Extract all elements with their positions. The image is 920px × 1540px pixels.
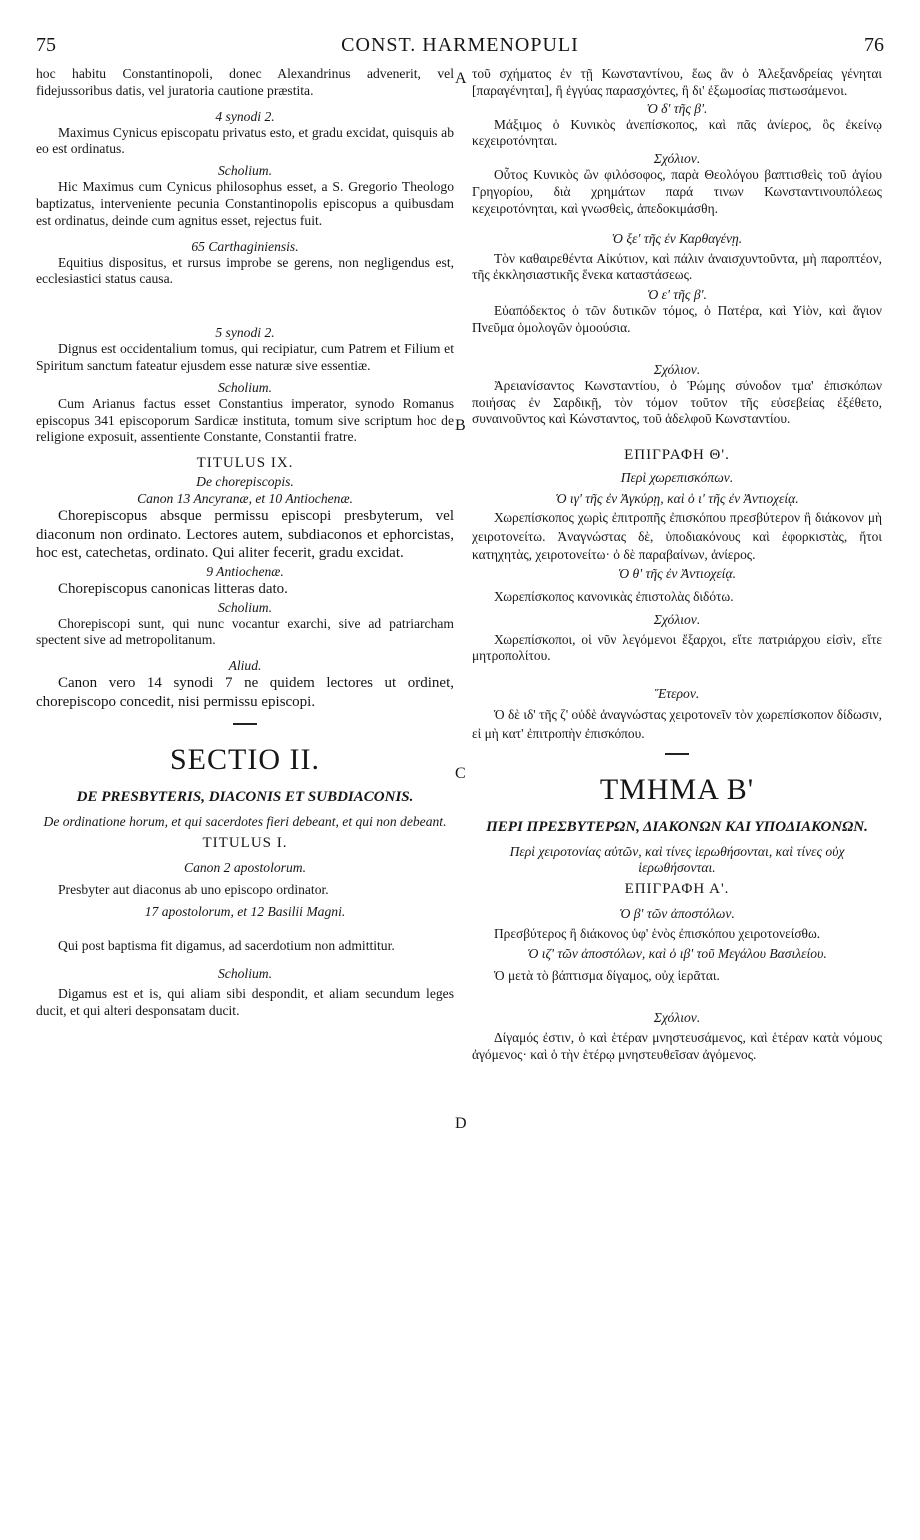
greek-paragraph: Χωρεπίσκοπος κανονικὰς ἐπιστολὰς διδότω. (494, 588, 734, 604)
latin-paragraph: Chorepiscopi sunt, qui nunc vocantur exarchi, sive ad patriarcham spectent sive ad metropolitanum. (36, 615, 454, 648)
latin-scholium-heading: Scholium. (218, 599, 272, 615)
latin-titulus-heading: TITULUS I. (202, 835, 288, 852)
section-rule (233, 723, 257, 725)
greek-heteron-heading: Ἕτερον. (654, 686, 700, 702)
greek-canon-heading: Ὁ ιζ' τῶν ἀποστόλων, καὶ ὁ ιβ' τοῦ Μεγάλου Βασιλείου. (527, 946, 827, 962)
greek-scholium-heading: Σχόλιον. (653, 151, 701, 167)
latin-canon-heading: 17 apostolorum, et 12 Basilii Magni. (144, 904, 346, 920)
latin-paragraph: Chorepiscopus canonicas litteras dato. (58, 580, 288, 597)
section-rule (665, 753, 689, 755)
latin-canon-heading: 65 Carthaginiensis. (191, 238, 299, 254)
latin-canon-heading: Canon 13 Ancyranæ, et 10 Antiochenæ. (137, 491, 353, 507)
latin-paragraph: Maximus Cynicus episcopatu privatus esto, et gradu excidat, quisquis ab eo est ordinatus. (36, 124, 454, 157)
latin-paragraph: hoc habitu Constantinopoli, donec Alexandrinus advenerit, vel fidejussoribus datis, vel juratoria cautione præstita. (36, 66, 454, 98)
latin-section-subject: DE PRESBYTERIS, DIACONIS ET SUBDIACONIS. (76, 789, 414, 806)
latin-canon-heading: 9 Antiochenæ. (206, 563, 284, 579)
latin-aliud-heading: Aliud. (228, 658, 262, 674)
greek-section-subject: ΠΕΡΙ ΠΡΕΣΒΥΤΕΡΩΝ, ΔΙΑΚΟΝΩΝ ΚΑΙ ΥΠΟΔΙΑΚΟΝΩΝ. (486, 819, 868, 836)
greek-paragraph: Χωρεπίσκοπος χωρὶς ἐπιτροπῆς ἐπισκόπου πρεσβύτερον ἢ διάκονον μὴ χειροτονείτω. Ἀναγνώστας δὲ, ὑποδιακόνους καὶ ἐφορκιστὰς, ἤτοι κατηχητὰς, χειροτονείτω· ὁ δὲ παραβαίνων, ἀνίερος. (472, 510, 882, 563)
greek-epigraphe-heading: ΕΠΙΓΡΑΦΗ Θ'. (624, 447, 730, 464)
greek-paragraph: Δίγαμός ἐστιν, ὁ καὶ ἑτέραν μνηστευσάμενος, καὶ ἑτέραν κατὰ νόμους ἀγόμενος· καὶ ὁ τὴν ἑτέρῳ μνηστευθεῖσαν ἀγόμενος. (472, 1029, 882, 1062)
greek-section-description: Περὶ χειροτονίας αὐτῶν, καὶ τίνες ἱερωθήσονται, καὶ τίνες οὐχ ἱερωθήσονται. (509, 844, 845, 876)
greek-section-title: ΤΜΗΜΑ Β' (599, 773, 755, 807)
latin-paragraph: Cum Arianus factus esset Constantius imperator, synodo Romanus episcopus 341 episcoporum Sardicæ instituta, tomum sive scriptum hoc de religione exposuit, assentiente Constante, Constantii fratre. (36, 395, 454, 445)
latin-paragraph: Dignus est occidentalium tomus, qui recipiatur, cum Patrem et Filium et Spiritum sanctum fateatur ejusdem esse naturæ sive essentiæ. (36, 341, 454, 373)
greek-canon-heading: Ὁ δ' τῆς β'. (646, 100, 708, 116)
greek-paragraph: Οὗτος Κυνικὸς ὢν φιλόσοφος, παρὰ Θεολόγου βαπτισθεὶς τοῦ ἁγίου Γρηγορίου, διὰ χρημάτων παρά τινων Κωνσταντινουπόλεως κεχειροτόνηται, καὶ γνωσθεὶς, ἀπεδοκιμάσθη. (472, 167, 882, 216)
page-number-right: 76 (864, 34, 884, 56)
latin-scholium-heading: Scholium. (218, 379, 272, 395)
greek-paragraph: Τὸν καθαιρεθέντα Αἰκύτιον, καὶ πάλιν ἀναισχυντοῦντα, μὴ παροπτέον, τῆς ἐκκλησιαστικῆς ἕνεκα καταστάσεως. (472, 250, 882, 283)
latin-paragraph: Chorepiscopus absque permissu episcopi presbyterum, vel diaconum non ordinato. Lectores autem, subdiaconos et ephorcistas, hoc est, catechetas, ordinato. Qui aliter fecerit, gradu excidat. (36, 508, 454, 562)
greek-paragraph: Ὁ μετὰ τὸ βάπτισμα δίγαμος, οὐχ ἱερᾶται. (494, 968, 720, 984)
margin-marker-d: D (455, 1115, 467, 1132)
greek-canon-heading: Ὁ θ' τῆς ἐν Ἀντιοχείᾳ. (618, 565, 736, 581)
greek-canon-heading: Ὁ β' τῶν ἀποστόλων. (619, 906, 735, 922)
latin-section-description: De ordinatione horum, et qui sacerdotes fieri debeant, et qui non debeant. (43, 814, 447, 830)
greek-paragraph: Μάξιμος ὁ Κυνικὸς ἀνεπίσκοπος, καὶ πᾶς ἀνίερος, ὃς ἐκείνῳ κεχειροτόνηται. (472, 116, 882, 149)
latin-column (36, 66, 454, 1020)
latin-paragraph: Qui post baptisma fit digamus, ad sacerdotium non admittitur. (58, 938, 395, 954)
latin-scholium-heading: Scholium. (218, 965, 272, 981)
latin-canon-heading: 4 synodi 2. (215, 108, 275, 124)
latin-paragraph: Presbyter aut diaconus ab uno episcopo ordinator. (58, 882, 329, 898)
page-header (36, 34, 884, 58)
greek-canon-heading: Ὁ ιγ' τῆς ἐν Ἀγκύρῃ, καὶ ὁ ι' τῆς ἐν Ἀντιοχείᾳ. (555, 491, 799, 507)
page-number-left: 75 (36, 34, 56, 56)
greek-paragraph: Εὐαπόδεκτος ὁ τῶν δυτικῶν τόμος, ὁ Πατέρα, καὶ Υἱὸν, καὶ ἅγιον Πνεῦμα ὁμολογῶν ὁμοούσια. (472, 303, 882, 335)
greek-paragraph: τοῦ σχήματος ἐν τῇ Κωνσταντίνου, ἕως ἂν ὁ Ἀλεξανδρείας γένηται [παραγένηται], ἢ ἐγγύας παρασχόντες, ἢ δι' ἐξωμοσίας πιστωσάμενοι. (472, 66, 882, 98)
greek-scholium-heading: Σχόλιον. (653, 361, 701, 377)
greek-paragraph: Ἀρειανίσαντος Κωνσταντίου, ὁ Ῥώμης σύνοδον τμα' ἐπισκόπων ποιήσας ἐν Σαρδικῇ, τὸν τόμον τοῦτον τῆς εὐσεβείας ἐξέθετο, συναινοῦντος καὶ Κώνσταντος, τοῦ ἀδελφοῦ Κωνσταντίου. (472, 377, 882, 427)
greek-canon-heading: Ὁ ξε' τῆς ἐν Καρθαγένῃ. (611, 230, 743, 246)
greek-scholium-heading: Σχόλιον. (653, 1009, 701, 1025)
greek-paragraph: Χωρεπίσκοποι, οἱ νῦν λεγόμενοι ἔξαρχοι, εἴτε πατριάρχου εἰσὶν, εἴτε μητροπολίτου. (472, 631, 882, 664)
running-title: CONST. HARMENOPULI (341, 34, 579, 56)
latin-titulus-subject: De chorepiscopis. (196, 474, 294, 490)
latin-paragraph: Equitius dispositus, et rursus improbe se gerens, non negligendus est, ecclesiastici status causa. (36, 254, 454, 287)
greek-epigraphe-subject: Περὶ χωρεπισκόπων. (620, 470, 734, 486)
latin-paragraph: Hic Maximus cum Cynicus philosophus esset, a S. Gregorio Theologo baptizatus, interveniente pecunia Constantinopolis episcopus a quibusdam est ordinatus, deinde cum agnitus esset, rejectus fuit. (36, 179, 454, 228)
greek-paragraph: Ὁ δὲ ιδ' τῆς ζ' οὐδὲ ἀναγνώστας χειροτονεῖν τὸν χωρεπίσκοπον δίδωσιν, εἰ μὴ κατ' ἐπιτροπὴν ἐπισκόπου. (472, 707, 882, 741)
greek-scholium-heading: Σχόλιον. (653, 611, 701, 627)
greek-column (472, 66, 882, 1064)
latin-paragraph: Digamus est et is, qui aliam sibi despondit, et aliam secundum leges ducit, et qui alteri desponsatam ducit. (36, 985, 454, 1018)
latin-titulus-heading: TITULUS IX. (196, 455, 294, 472)
margin-marker-a: A (455, 70, 467, 87)
latin-scholium-heading: Scholium. (218, 163, 272, 179)
latin-canon-heading: Canon 2 apostolorum. (184, 860, 306, 876)
greek-canon-heading: Ὁ ε' τῆς β'. (647, 287, 707, 303)
latin-section-title: SECTIO II. (170, 743, 320, 777)
greek-epigraphe-heading: ΕΠΙΓΡΑΦΗ Α'. (624, 881, 730, 898)
margin-marker-c: C (455, 765, 466, 782)
margin-marker-b: B (455, 417, 466, 434)
latin-paragraph: Canon vero 14 synodi 7 ne quidem lectores ut ordinet, chorepiscopo concedit, nisi permissu episcopi. (36, 675, 454, 710)
greek-paragraph: Πρεσβύτερος ἢ διάκονος ὑφ' ἑνὸς ἐπισκόπου χειροτονείσθω. (494, 926, 821, 942)
latin-canon-heading: 5 synodi 2. (215, 325, 275, 341)
